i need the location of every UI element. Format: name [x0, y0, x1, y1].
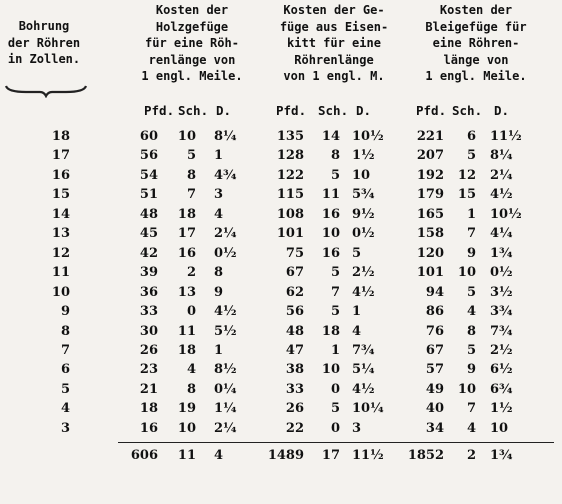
pfund-value: 62	[285, 284, 304, 300]
pfund-value: 48	[285, 323, 304, 339]
pfund-value: 33	[285, 381, 304, 397]
header-line: 1 engl. Meile.	[425, 69, 527, 83]
pence-value: 8½	[214, 362, 237, 378]
pence-value: 0¼	[214, 381, 237, 397]
schilling-value: 17	[177, 226, 196, 242]
pence-value: 1	[352, 304, 362, 320]
pfund-value: 86	[425, 304, 444, 320]
schilling-value: 4	[466, 420, 476, 436]
bore-value: 7	[60, 342, 70, 358]
pfund-value: 49	[425, 381, 444, 397]
pence-value: 9½	[352, 206, 375, 222]
schilling-value: 7	[466, 226, 476, 242]
pfund-value: 42	[139, 245, 158, 261]
pfund-value: 48	[139, 206, 158, 222]
pfund-value: 18	[139, 401, 158, 417]
schilling-value: 5	[330, 265, 340, 281]
pence-value: 1¾	[490, 245, 513, 261]
header-line: länge von	[443, 52, 509, 67]
schilling-value: 5	[330, 401, 340, 417]
subheader-g3-0: Pfd.	[416, 103, 447, 118]
total-pfund: 1852	[407, 448, 444, 464]
bore-value: 6	[60, 362, 70, 378]
schilling-value: 8	[186, 381, 196, 397]
pfund-value: 165	[416, 206, 444, 222]
pfund-value: 45	[139, 226, 158, 242]
subheader-g2-1: Sch.	[318, 103, 349, 118]
bore-value: 11	[51, 265, 70, 281]
schilling-value: 9	[466, 362, 476, 378]
schilling-value: 5	[330, 167, 340, 183]
pfund-value: 115	[276, 187, 304, 203]
subheader-g2-2: D.	[356, 103, 372, 118]
column-header-col1	[0, 18, 88, 68]
pence-value: 3½	[490, 284, 513, 300]
pfund-value: 57	[425, 362, 444, 378]
schilling-value: 15	[457, 187, 476, 203]
schilling-value: 13	[177, 284, 196, 300]
bore-value: 9	[60, 304, 70, 320]
header-line: Holzgefüge	[155, 19, 229, 34]
pfund-value: 22	[285, 420, 304, 436]
header-line: der Röhren	[7, 35, 81, 50]
schilling-value: 6	[466, 129, 476, 144]
subheader-g3-2: D.	[494, 103, 510, 118]
pfund-value: 207	[416, 148, 444, 164]
pence-value: 4	[214, 206, 224, 222]
pence-value: 3	[352, 420, 362, 436]
bore-value: 5	[60, 381, 70, 397]
schilling-value: 5	[466, 342, 476, 358]
subheader-g1-1: Sch.	[178, 103, 209, 118]
pence-value: 4½	[352, 381, 375, 397]
pence-value: 10	[352, 167, 371, 183]
pence-value: 4½	[490, 187, 513, 203]
bore-value: 15	[51, 187, 70, 203]
header-line: renlänge von	[148, 52, 236, 67]
schilling-value: 0	[330, 420, 340, 436]
pfund-value: 33	[139, 304, 158, 320]
pence-value: 2½	[490, 342, 513, 358]
pence-value: 4	[352, 323, 362, 339]
schilling-value: 18	[177, 342, 196, 358]
pfund-value: 94	[425, 284, 444, 300]
bore-value: 10	[51, 284, 70, 300]
pfund-value: 39	[139, 265, 158, 281]
schilling-value: 5	[186, 148, 196, 164]
pence-value: 11½	[490, 129, 522, 144]
pence-value: 0½	[352, 226, 375, 242]
schilling-value: 16	[177, 245, 196, 261]
header-line: Bleigefüge für	[425, 19, 527, 34]
schilling-value: 5	[466, 148, 476, 164]
header-line: 1 engl. Meile.	[141, 69, 243, 83]
schilling-value: 0	[186, 304, 196, 320]
bore-value: 13	[51, 226, 70, 242]
header-line: Kosten der	[439, 3, 513, 17]
pence-value: 6½	[490, 362, 513, 378]
pence-value: 0½	[490, 265, 513, 281]
pence-value: 8¼	[214, 129, 237, 144]
column-header-col4	[408, 2, 544, 85]
pfund-value: 101	[276, 226, 304, 242]
total-schilling: 17	[321, 448, 340, 464]
pence-value: 10½	[490, 206, 522, 222]
pence-value: 1½	[490, 401, 513, 417]
pfund-value: 34	[425, 420, 444, 436]
pfund-value: 158	[416, 226, 444, 242]
bore-value: 12	[51, 245, 70, 261]
total-pence: 4	[214, 448, 224, 464]
pfund-value: 23	[139, 362, 158, 378]
subheader-g3-1: Sch.	[452, 103, 483, 118]
subheader-g1-0: Pfd.	[144, 103, 175, 118]
pfund-value: 76	[425, 323, 444, 339]
pfund-value: 122	[276, 167, 304, 183]
pfund-value: 120	[416, 245, 444, 261]
pfund-value: 128	[276, 148, 304, 164]
schilling-value: 16	[321, 245, 340, 261]
schilling-value: 10	[457, 265, 476, 281]
total-schilling: 2	[466, 448, 476, 464]
pfund-value: 179	[416, 187, 444, 203]
bore-value: 8	[60, 323, 70, 339]
total-pfund: 1489	[267, 448, 304, 464]
pence-value: 6¾	[490, 381, 513, 397]
pfund-value: 135	[276, 129, 304, 144]
pence-value: 8¼	[490, 148, 513, 164]
pence-value: 5	[352, 245, 362, 261]
pence-value: 5¾	[352, 187, 375, 203]
schilling-value: 4	[186, 362, 196, 378]
brace-icon	[4, 84, 88, 98]
pence-value: 3¾	[490, 304, 513, 320]
schilling-value: 8	[466, 323, 476, 339]
schilling-value: 7	[466, 401, 476, 417]
pfund-value: 26	[285, 401, 304, 417]
schilling-value: 10	[177, 129, 196, 144]
pence-value: 1	[214, 342, 224, 358]
pence-value: 4½	[214, 304, 237, 320]
bore-value: 14	[51, 206, 70, 222]
pence-value: 0½	[214, 245, 237, 261]
schilling-value: 10	[177, 420, 196, 436]
pence-value: 10½	[352, 129, 384, 144]
schilling-value: 0	[330, 381, 340, 397]
subheader-g1-2: D.	[216, 103, 232, 118]
pfund-value: 26	[139, 342, 158, 358]
pence-value: 4¼	[490, 226, 513, 242]
pfund-value: 192	[416, 167, 444, 183]
bore-value: 4	[60, 401, 70, 417]
schilling-value: 10	[321, 226, 340, 242]
schilling-value: 4	[466, 304, 476, 320]
pence-value: 2¼	[490, 167, 513, 183]
header-line: Kosten der	[155, 3, 229, 17]
schilling-value: 7	[186, 187, 196, 203]
pfund-value: 67	[285, 265, 304, 281]
schilling-value: 10	[321, 362, 340, 378]
pence-value: 9	[214, 284, 224, 300]
pfund-value: 221	[416, 129, 444, 144]
header-line: eine Röhren-	[432, 36, 520, 50]
header-line: von 1 engl. M.	[283, 69, 385, 83]
schilling-value: 12	[457, 167, 476, 183]
pfund-value: 60	[139, 129, 158, 144]
pfund-value: 16	[139, 420, 158, 436]
pfund-value: 56	[139, 148, 158, 164]
schilling-value: 2	[186, 265, 196, 281]
subheader-g2-0: Pfd.	[276, 103, 307, 118]
pence-value: 1	[214, 148, 224, 164]
pfund-value: 75	[285, 245, 304, 261]
pence-value: 5½	[214, 323, 237, 339]
totals-rule	[118, 442, 554, 443]
schilling-value: 10	[457, 381, 476, 397]
pence-value: 10	[490, 420, 509, 436]
pfund-value: 30	[139, 323, 158, 339]
schilling-value: 16	[321, 206, 340, 222]
schilling-value: 8	[330, 148, 340, 164]
pfund-value: 101	[416, 265, 444, 281]
header-line: Kosten der Ge-	[283, 3, 385, 17]
pence-value: 3	[214, 187, 224, 203]
schilling-value: 1	[330, 342, 340, 358]
pfund-value: 47	[285, 342, 304, 358]
pence-value: 8	[214, 265, 224, 281]
pence-value: 4½	[352, 284, 375, 300]
schilling-value: 5	[466, 284, 476, 300]
pence-value: 1½	[352, 148, 375, 164]
pence-value: 1¼	[214, 401, 237, 417]
pfund-value: 56	[285, 304, 304, 320]
bore-value: 16	[51, 167, 70, 183]
total-pence: 1¾	[490, 448, 513, 464]
pfund-value: 38	[285, 362, 304, 378]
total-schilling: 11	[177, 448, 196, 464]
total-pfund: 606	[130, 448, 158, 464]
schilling-value: 18	[177, 206, 196, 222]
schilling-value: 11	[321, 187, 340, 203]
pfund-value: 40	[425, 401, 444, 417]
pence-value: 7¾	[352, 342, 375, 358]
header-line: kitt für eine	[287, 36, 381, 50]
pence-value: 2½	[352, 265, 375, 281]
header-line: in Zollen.	[7, 52, 81, 66]
bore-value: 3	[60, 420, 70, 436]
pfund-value: 108	[276, 206, 304, 222]
schilling-value: 9	[466, 245, 476, 261]
schilling-value: 7	[330, 284, 340, 300]
schilling-value: 8	[186, 167, 196, 183]
column-header-col2	[126, 2, 258, 85]
pence-value: 2¼	[214, 420, 237, 436]
schilling-value: 18	[321, 323, 340, 339]
pfund-value: 51	[139, 187, 158, 203]
header-line: Röhrenlänge	[294, 52, 374, 67]
schilling-value: 1	[466, 206, 476, 222]
total-pence: 11½	[352, 448, 384, 464]
pfund-value: 21	[139, 381, 158, 397]
header-line: Bohrung	[18, 19, 70, 33]
pfund-value: 67	[425, 342, 444, 358]
bore-value: 17	[51, 148, 70, 164]
bore-value: 18	[51, 129, 70, 144]
schilling-value: 11	[177, 323, 196, 339]
schilling-value: 19	[177, 401, 196, 417]
pence-value: 7¾	[490, 323, 513, 339]
header-line: füge aus Eisen-	[279, 19, 389, 34]
pence-value: 2¼	[214, 226, 237, 242]
pence-value: 4¾	[214, 167, 237, 183]
schilling-value: 14	[321, 129, 340, 144]
pfund-value: 54	[139, 167, 158, 183]
schilling-value: 5	[330, 304, 340, 320]
pence-value: 5¼	[352, 362, 375, 378]
header-line: für eine Röh-	[145, 36, 239, 50]
pfund-value: 36	[139, 284, 158, 300]
pence-value: 10¼	[352, 401, 384, 417]
column-header-col3	[266, 2, 402, 85]
